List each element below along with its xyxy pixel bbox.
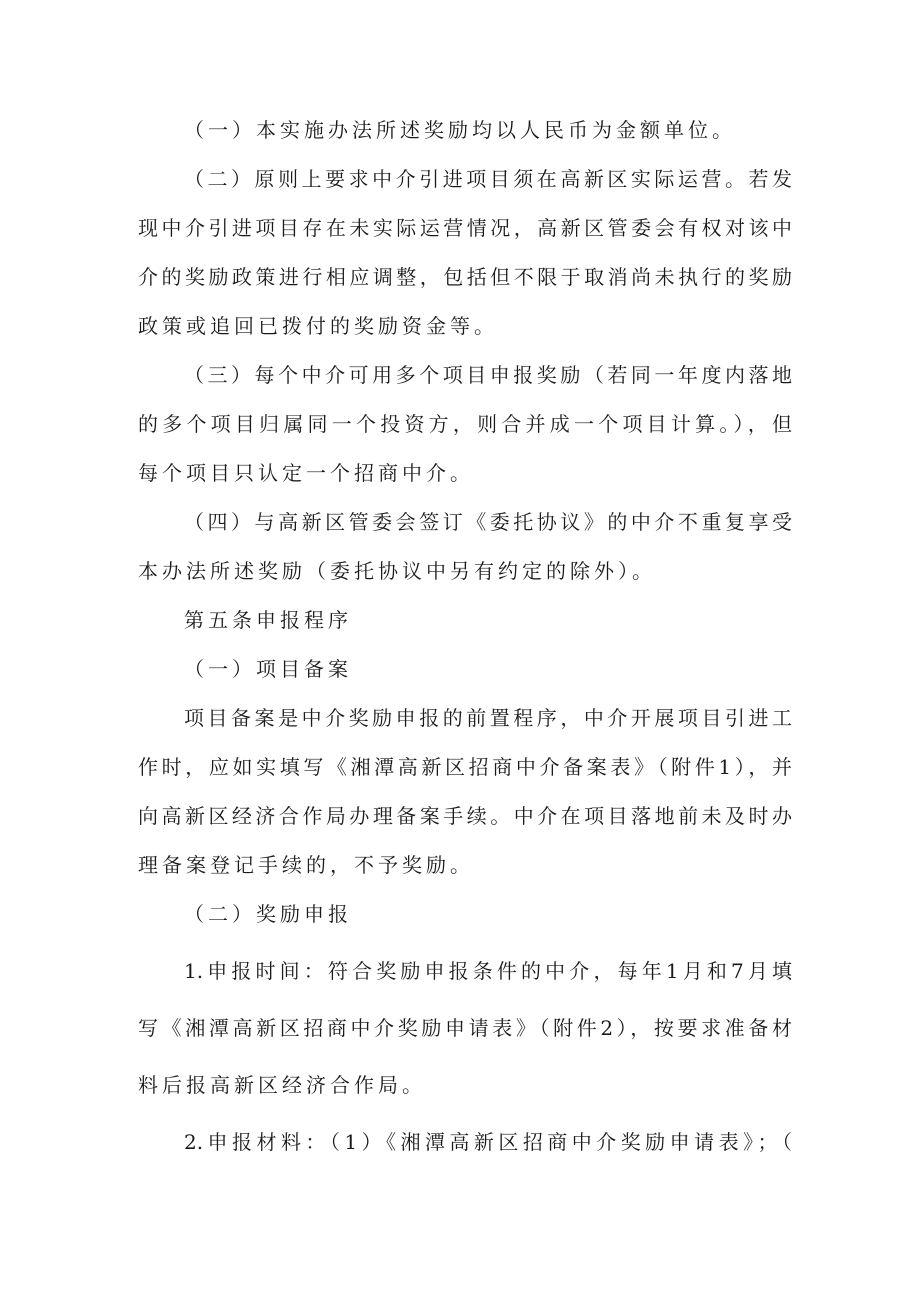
subsection-heading: （二）奖励申报 [184, 902, 352, 926]
paragraph-line: 每个项目只认定一个招商中介。 [138, 461, 474, 485]
paragraph-line: 本办法所述奖励（委托协议中另有约定的除外）。 [138, 559, 656, 583]
subsection-heading: （一）项目备案 [184, 657, 352, 681]
paragraph-line: 2.申报材料：（1）《湘潭高新区招商中介奖励申请表》；（ [184, 1130, 792, 1154]
paragraph-line: 理备案登记手续的，不予奖励。 [138, 853, 474, 877]
paragraph-line: （一）本实施办法所述奖励均以人民币为金额单位。 [184, 118, 736, 142]
paragraph-line: 作时，应如实填写《湘潭高新区招商中介备案表》（附件1），并 [138, 755, 792, 779]
paragraph-line: （四）与高新区管委会签订《委托协议》的中介不重复享受 [184, 510, 792, 534]
paragraph-line: 写《湘潭高新区招商中介奖励申请表》（附件2），按要求准备材 [138, 1016, 792, 1040]
paragraph-line: （二）原则上要求中介引进项目须在高新区实际运营。若发 [184, 167, 792, 191]
paragraph-line: 料后报高新区经济合作局。 [138, 1073, 426, 1097]
paragraph-line: 的多个项目归属同一个投资方，则合并成一个项目计算。），但 [138, 412, 792, 436]
paragraph-line: 介的奖励政策进行相应调整，包括但不限于取消尚未执行的奖励 [138, 265, 792, 289]
paragraph-line: 政策或追回已拨付的奖励资金等。 [138, 314, 498, 338]
paragraph-line: 现中介引进项目存在未实际运营情况，高新区管委会有权对该中 [138, 216, 792, 240]
paragraph-line: 向高新区经济合作局办理备案手续。中介在项目落地前未及时办 [138, 804, 792, 828]
section-heading: 第五条申报程序 [184, 608, 352, 632]
paragraph-line: 1.申报时间：符合奖励申报条件的中介，每年1月和7月填 [184, 959, 792, 983]
paragraph-line: 项目备案是中介奖励申报的前置程序，中介开展项目引进工 [184, 706, 792, 730]
paragraph-line: （三）每个中介可用多个项目申报奖励（若同一年度内落地 [184, 363, 792, 387]
